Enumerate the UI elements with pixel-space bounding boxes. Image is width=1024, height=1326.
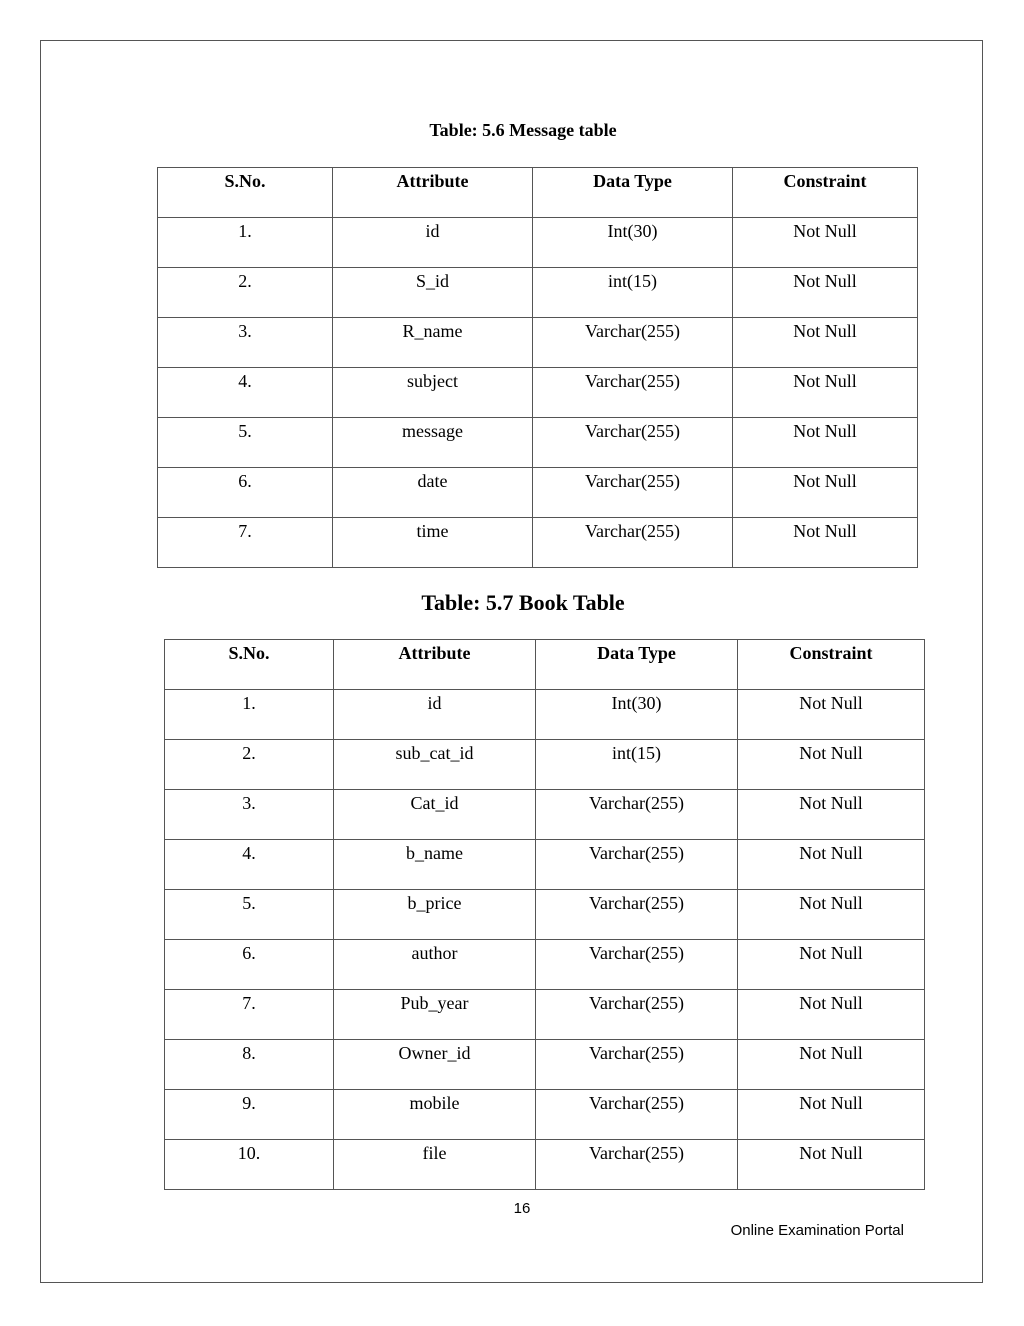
cell-sno: 1. [165, 690, 334, 740]
cell-sno: 2. [158, 268, 333, 318]
cell-sno: 6. [158, 468, 333, 518]
header-constraint: Constraint [733, 168, 918, 218]
table-row [158, 268, 918, 318]
header-sno: S.No. [158, 168, 333, 218]
table-row [165, 890, 925, 940]
cell-attribute: time [333, 518, 533, 568]
cell-sno: 9. [165, 1090, 334, 1140]
cell-constraint: Not Null [733, 218, 918, 268]
table-row [158, 418, 918, 468]
cell-constraint: Not Null [738, 990, 925, 1040]
header-sno: S.No. [165, 640, 334, 690]
page-number: 16 [513, 1200, 531, 1217]
cell-data-type: Varchar(255) [533, 418, 733, 468]
cell-attribute: Owner_id [334, 1040, 536, 1090]
cell-sno: 7. [158, 518, 333, 568]
header-data-type: Data Type [536, 640, 738, 690]
cell-constraint: Not Null [738, 790, 925, 840]
cell-attribute: Cat_id [334, 790, 536, 840]
cell-data-type: Varchar(255) [533, 518, 733, 568]
cell-constraint: Not Null [738, 1090, 925, 1140]
table-row [158, 368, 918, 418]
cell-constraint: Not Null [738, 1040, 925, 1090]
cell-sno: 5. [165, 890, 334, 940]
table-caption-message: Table: 5.6 Message table [429, 120, 617, 140]
cell-data-type: Varchar(255) [536, 990, 738, 1040]
cell-sno: 1. [158, 218, 333, 268]
cell-data-type: Varchar(255) [536, 1040, 738, 1090]
cell-attribute: message [333, 418, 533, 468]
cell-sno: 5. [158, 418, 333, 468]
cell-sno: 3. [158, 318, 333, 368]
cell-constraint: Not Null [738, 1140, 925, 1190]
table-row [158, 518, 918, 568]
cell-sno: 10. [165, 1140, 334, 1190]
table-row [165, 1090, 925, 1140]
cell-constraint: Not Null [738, 740, 925, 790]
cell-data-type: Varchar(255) [536, 790, 738, 840]
cell-constraint: Not Null [733, 318, 918, 368]
header-constraint: Constraint [738, 640, 925, 690]
cell-data-type: int(15) [533, 268, 733, 318]
cell-attribute: date [333, 468, 533, 518]
cell-constraint: Not Null [738, 940, 925, 990]
cell-data-type: Varchar(255) [533, 318, 733, 368]
cell-sno: 4. [165, 840, 334, 890]
cell-attribute: b_name [334, 840, 536, 890]
header-data-type: Data Type [533, 168, 733, 218]
cell-sno: 3. [165, 790, 334, 840]
table-header-row [158, 168, 918, 218]
cell-attribute: id [333, 218, 533, 268]
cell-data-type: Int(30) [536, 690, 738, 740]
cell-attribute: Pub_year [334, 990, 536, 1040]
cell-data-type: int(15) [536, 740, 738, 790]
cell-constraint: Not Null [738, 840, 925, 890]
cell-sno: 8. [165, 1040, 334, 1090]
cell-constraint: Not Null [733, 468, 918, 518]
cell-sno: 7. [165, 990, 334, 1040]
table-row [158, 468, 918, 518]
table-row [165, 740, 925, 790]
cell-attribute: id [334, 690, 536, 740]
table-row [158, 218, 918, 268]
cell-data-type: Varchar(255) [536, 840, 738, 890]
table-caption-book: Table: 5.7 Book Table [421, 590, 625, 615]
cell-sno: 6. [165, 940, 334, 990]
cell-constraint: Not Null [733, 418, 918, 468]
cell-attribute: sub_cat_id [334, 740, 536, 790]
cell-data-type: Varchar(255) [536, 1140, 738, 1190]
cell-attribute: R_name [333, 318, 533, 368]
table-row [165, 940, 925, 990]
cell-data-type: Varchar(255) [533, 468, 733, 518]
cell-attribute: S_id [333, 268, 533, 318]
header-attribute: Attribute [334, 640, 536, 690]
table-row [165, 990, 925, 1040]
table-header-row [165, 640, 925, 690]
cell-constraint: Not Null [738, 890, 925, 940]
cell-sno: 4. [158, 368, 333, 418]
cell-sno: 2. [165, 740, 334, 790]
cell-constraint: Not Null [733, 518, 918, 568]
cell-attribute: subject [333, 368, 533, 418]
cell-attribute: b_price [334, 890, 536, 940]
cell-data-type: Varchar(255) [536, 1090, 738, 1140]
cell-data-type: Int(30) [533, 218, 733, 268]
cell-constraint: Not Null [738, 690, 925, 740]
message-table [157, 167, 918, 568]
table-row [165, 690, 925, 740]
cell-attribute: file [334, 1140, 536, 1190]
cell-constraint: Not Null [733, 268, 918, 318]
cell-data-type: Varchar(255) [536, 940, 738, 990]
cell-data-type: Varchar(255) [533, 368, 733, 418]
table-row [165, 1140, 925, 1190]
table-row [165, 840, 925, 890]
table-row [158, 318, 918, 368]
cell-data-type: Varchar(255) [536, 890, 738, 940]
cell-attribute: author [334, 940, 536, 990]
table-row [165, 790, 925, 840]
header-attribute: Attribute [333, 168, 533, 218]
table-row [165, 1040, 925, 1090]
book-table [164, 639, 925, 1190]
cell-constraint: Not Null [733, 368, 918, 418]
cell-attribute: mobile [334, 1090, 536, 1140]
footer-title: Online Examination Portal [730, 1222, 904, 1239]
